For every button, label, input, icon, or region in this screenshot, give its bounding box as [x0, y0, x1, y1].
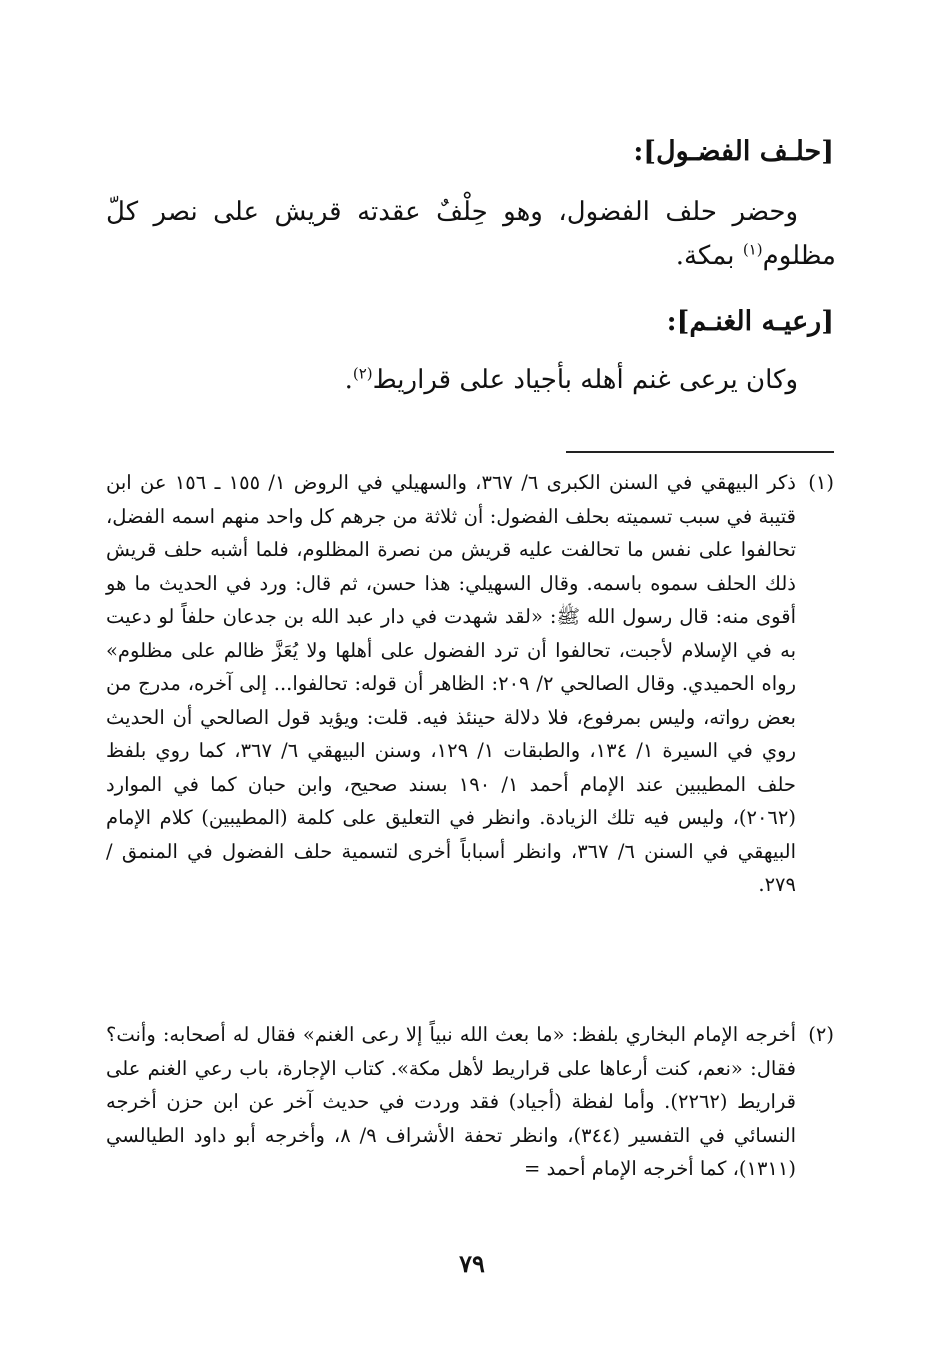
paragraph-tail: .	[344, 365, 353, 395]
footnote-number: (١)	[808, 471, 834, 494]
paragraph-text: وحضر حلف الفضول، وهو حِلْفٌ عقدته قريش على نصر كلّ مظلوم	[106, 197, 836, 271]
paragraph-hilf-al-fudul	[106, 190, 836, 278]
page-number: ٧٩	[459, 1249, 485, 1278]
footnote-text: أخرجه الإمام البخاري بلفظ: «ما بعث الله نبياً إلا رعى الغنم» فقال له أصحابه: وأنت؟ فقال: «نعم، كنت أرعاها على قراريط لأهل مكة». كتاب الإجارة، باب رعي الغنم على قراريط (٢٢٦٢). وأما لفظة (أجياد) فقد وردت في حديث آخر عن ابن حزن أخرجه النسائي في التفسير (٣٤٤)، وانظر تحفة الأشراف ٩/ ٨، وأخرجه أبو داود الطيالسي (١٣١١)، كما أخرجه الإمام أحمد =	[106, 1023, 796, 1180]
footnote-2	[106, 1018, 834, 1186]
paragraph-tail: بمكة.	[675, 241, 743, 271]
paragraph-text: وكان يرعى غنم أهله بأجياد على قراريط	[372, 365, 798, 395]
section-heading-hilf-al-fudul: [حلـف الفضـول]:	[633, 136, 834, 167]
footnote-ref-1[interactable]: (١)	[742, 240, 763, 259]
footnote-ref-2[interactable]: (٢)	[352, 364, 373, 383]
section-heading-shepherding: [رعيـه الغنـم]:	[666, 306, 834, 337]
footnote-number: (٢)	[808, 1023, 834, 1046]
paragraph-shepherding	[106, 358, 836, 402]
footnote-1	[106, 466, 834, 902]
footnote-text: ذكر البيهقي في السنن الكبرى ٦/ ٣٦٧، والسهيلي في الروض ١/ ١٥٥ ـ ١٥٦ عن ابن قتيبة في سبب تسميته بحلف الفضول: أن ثلاثة من جرهم كل واحد منهم اسمه الفضل، تحالفوا على نفس ما تحالفت عليه قريش من نصرة المظلوم، فلما أشبه حلف قريش ذلك الحلف سموه باسمه. وقال السهيلي: هذا حسن، ثم قال: ورد في الحديث ما هو أقوى منه: قال رسول الله ﷺ: «لقد شهدت في دار عبد الله بن جدعان حلفاً لو دعيت به في الإسلام لأجبت، تحالفوا أن ترد الفضول على أهلها ولا يُعَزَّ ظالم على مظلوم» رواه الحميدي. وقال الصالحي ٢/ ٢٠٩: الظاهر أن قوله: تحالفوا... إلى آخره، مدرج من بعض رواته، وليس بمرفوع، فلا دلالة حينئذ فيه. قلت: ويؤيد قول الصالحي أن الحديث روي في السيرة ١/ ١٣٤، والطبقات ١/ ١٢٩، وسنن البيهقي ٦/ ٣٦٧، كما روي بلفظ حلف المطيبين عند الإمام أحمد ١/ ١٩٠ بسند صحيح، وابن حبان كما في الموارد (٢٠٦٢)، وليس فيه تلك الزيادة. وانظر في التعليق على كلمة (المطيبين) كلام الإمام البيهقي في السنن ٦/ ٣٦٧، وانظر أسباباً أخرى لتسمية حلف الفضول في المنمق / ٢٧٩.	[106, 471, 797, 896]
footnote-separator	[566, 451, 834, 453]
